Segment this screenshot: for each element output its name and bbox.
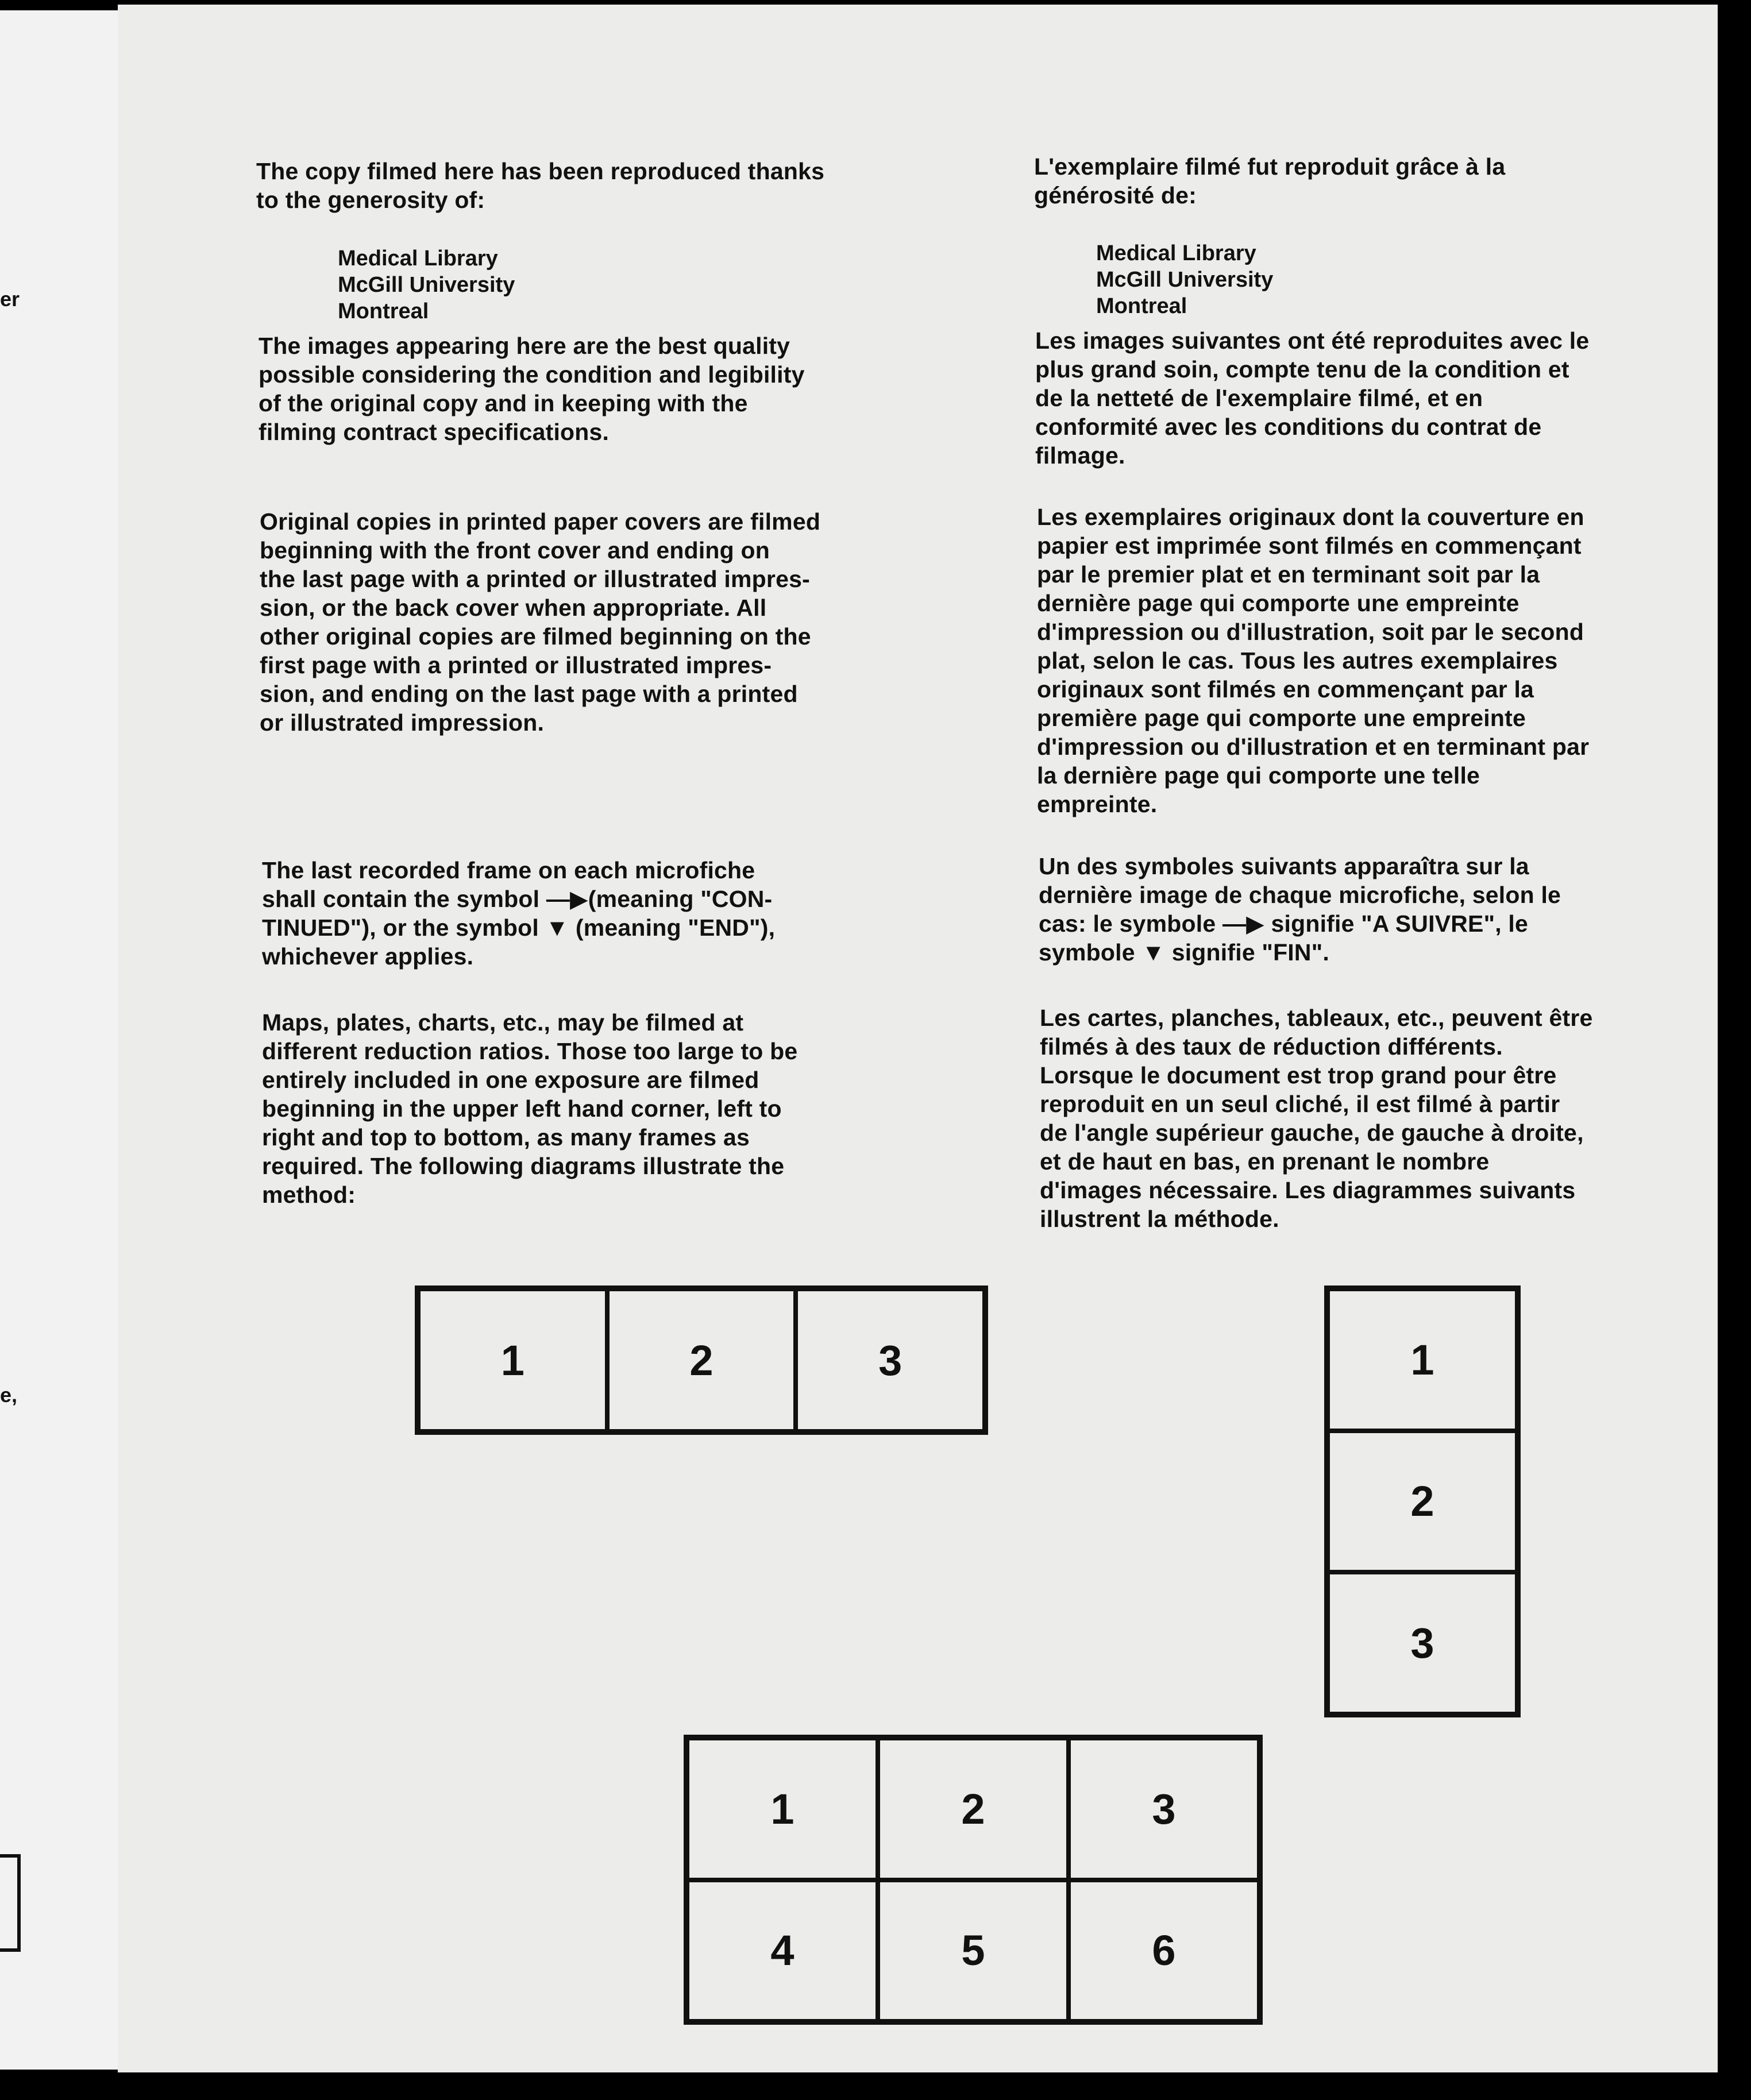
french-symbols-paragraph xyxy=(1039,852,1561,967)
adjacent-page-frame-edge xyxy=(0,1854,21,1952)
text-span: TINUED"), or the symbol xyxy=(262,914,546,941)
text-line: Un des symboles suivants apparaîtra sur la xyxy=(1039,853,1529,879)
frame-cell: 3 xyxy=(1328,1572,1517,1714)
english-covers-paragraph: Original copies in printed paper covers are filmed beginning with the front cover and ending on the last page with a printed or illustrated impres- sion, or the back cover when appropriate. All other original copies are filmed beginning on the first page with a printed or illustrated impres- sion, and ending on the last page with a printed or illustrated impression. xyxy=(260,508,821,736)
english-quality-paragraph: The images appearing here are the best quality possible considering the condition and legibility of the original copy and in keeping with the filming contract specifications. xyxy=(259,333,805,445)
frame-cell: 6 xyxy=(1069,1880,1259,2022)
french-covers-paragraph: Les exemplaires originaux dont la couverture en papier est imprimée sont filmés en commençant par le premier plat et en terminant soit par la dernière page qui comporte une empreinte d'impression ou d'illustration, soit par le second plat, selon le cas. Tous les autres exemplaires originaux sont filmés en commençant par la première page qui comporte une empreinte d'impression ou d'illustration et en terminant par la dernière page qui comporte une telle empreinte. xyxy=(1037,504,1590,817)
frame-cell: 2 xyxy=(1328,1431,1517,1573)
frame-cell: 3 xyxy=(796,1289,985,1431)
frame-cell: 1 xyxy=(1328,1289,1517,1431)
text-span: cas: le symbole xyxy=(1039,910,1222,937)
frame-cell: 2 xyxy=(607,1289,796,1431)
frame-cell: 1 xyxy=(687,1738,878,1880)
english-maps-paragraph: Maps, plates, charts, etc., may be filmed at different reduction ratios. Those too large to be entirely included in one exposure are filmed beginning in the upper left hand corner, left to right and top to bottom, as many frames as required. The following diagrams illustrate the method: xyxy=(262,1009,798,1208)
french-maps-paragraph: Les cartes, planches, tableaux, etc., peuvent être filmés à des taux de réduction différents. Lorsque le document est trop grand pour être reproduit en un seul cliché, il est filmé à partir de l'angle supérieur gauche, de gauche à droite, et de haut en bas, en prenant le nombre d'images nécessaire. Les diagrammes suivants illustrent la méthode. xyxy=(1040,1005,1593,1232)
french-intro: L'exemplaire filmé fut reproduit grâce à la générosité de: xyxy=(1034,153,1506,209)
text-line: The last recorded frame on each microfiche xyxy=(262,857,755,883)
continued-arrow-icon: —▶ xyxy=(1222,910,1264,937)
end-triangle-icon: ▼ xyxy=(1141,939,1166,966)
text-span: signifie "A SUIVRE", le xyxy=(1264,910,1529,937)
frame-cell: 5 xyxy=(878,1880,1069,2022)
text-span: symbole xyxy=(1039,939,1142,966)
frame-cell: 1 xyxy=(418,1289,607,1431)
frame-cell: 4 xyxy=(687,1880,878,2022)
adjacent-page-strip xyxy=(0,10,133,2070)
adjacent-page-fragment: er xyxy=(0,287,20,311)
continued-arrow-icon: —▶ xyxy=(546,886,588,912)
text-line: whichever applies. xyxy=(262,943,474,970)
frame-cell: 2 xyxy=(878,1738,1069,1880)
text-line xyxy=(1039,909,1561,938)
end-triangle-icon: ▼ xyxy=(545,914,569,941)
horizontal-frames-diagram xyxy=(415,1286,988,1435)
text-span: (meaning "END"), xyxy=(569,914,776,941)
text-span: (meaning "CON- xyxy=(588,886,773,912)
french-library-name: Medical Library McGill University Montreal xyxy=(1096,241,1274,318)
english-intro: The copy filmed here has been reproduced thanks to the generosity of: xyxy=(256,158,825,213)
english-library-name: Medical Library McGill University Montreal xyxy=(338,246,515,323)
text-line: dernière image de chaque microfiche, selon le xyxy=(1039,882,1561,908)
text-span: signifie "FIN". xyxy=(1165,939,1329,966)
adjacent-page-fragment: e, xyxy=(0,1383,18,1407)
grid-frames-diagram xyxy=(684,1735,1263,2025)
text-line xyxy=(1039,938,1561,967)
text-line xyxy=(262,913,775,942)
text-span: shall contain the symbol xyxy=(262,886,546,912)
french-quality-paragraph: Les images suivantes ont été reproduites avec le plus grand soin, compte tenu de la condition et de la netteté de l'exemplaire filmé, et en conformité avec les conditions du contrat de filmage. xyxy=(1035,327,1590,469)
english-symbols-paragraph xyxy=(262,856,775,971)
right-film-edge xyxy=(1718,0,1751,2100)
vertical-frames-diagram xyxy=(1324,1286,1521,1717)
text-line xyxy=(262,885,775,913)
frame-cell: 3 xyxy=(1069,1738,1259,1880)
